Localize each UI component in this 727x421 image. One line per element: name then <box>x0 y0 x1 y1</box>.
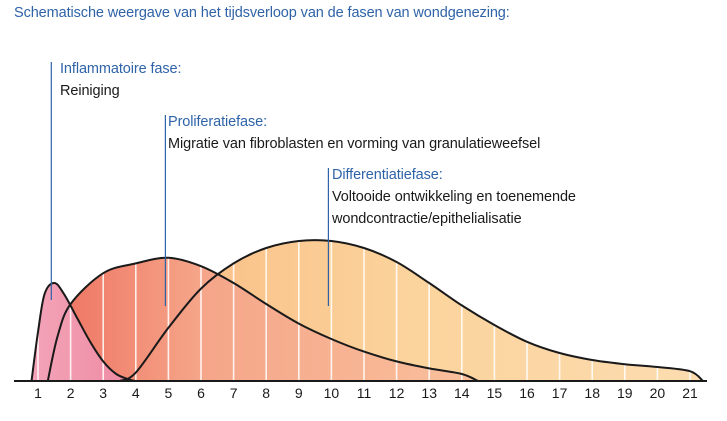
x-tick-label: 2 <box>66 385 75 401</box>
x-tick-label: 13 <box>421 385 437 401</box>
x-tick-label: 14 <box>454 385 470 401</box>
phase-label-differentiatie <box>332 167 612 230</box>
phase-label-proliferatie <box>168 114 540 155</box>
x-tick-label: 1 <box>34 385 42 401</box>
phase-desc-differentiatie: Voltooide ontwikkeling en toenemende wondcontractie/epithelialisatie <box>332 189 576 227</box>
x-tick-label: 17 <box>551 385 568 401</box>
x-tick-label: 12 <box>388 385 405 401</box>
phase-name-proliferatie: Proliferatiefase: <box>168 114 268 130</box>
chart-title: Schematische weergave van het tijdsverloop van de fasen van wondgenezing: <box>14 5 510 21</box>
x-tick-label: 4 <box>131 385 140 401</box>
x-tick-label: 10 <box>323 385 340 401</box>
x-tick-label: 15 <box>486 385 503 401</box>
x-tick-label: 16 <box>519 385 535 401</box>
x-tick-label: 20 <box>649 385 666 401</box>
phase-name-differentiatie: Differentiatiefase: <box>332 167 443 183</box>
x-tick-label: 11 <box>356 385 372 401</box>
x-tick-label: 6 <box>197 385 205 401</box>
x-tick-label: 5 <box>164 385 173 401</box>
x-tick-label: 9 <box>294 385 303 401</box>
phase-desc-proliferatie: Migratie van fibroblasten en vorming van granulatieweefsel <box>168 136 541 152</box>
phase-label-inflammatoire <box>60 61 181 102</box>
x-tick-label: 21 <box>682 385 698 401</box>
x-tick-label: 19 <box>617 385 633 401</box>
x-tick-label: 3 <box>99 385 108 401</box>
x-tick-label: 8 <box>262 385 271 401</box>
phase-name-inflammatoire: Inflammatoire fase: <box>60 61 182 77</box>
x-tick-label: 18 <box>584 385 600 401</box>
x-tick-label: 7 <box>229 385 238 401</box>
phase-desc-inflammatoire: Reiniging <box>60 83 120 99</box>
